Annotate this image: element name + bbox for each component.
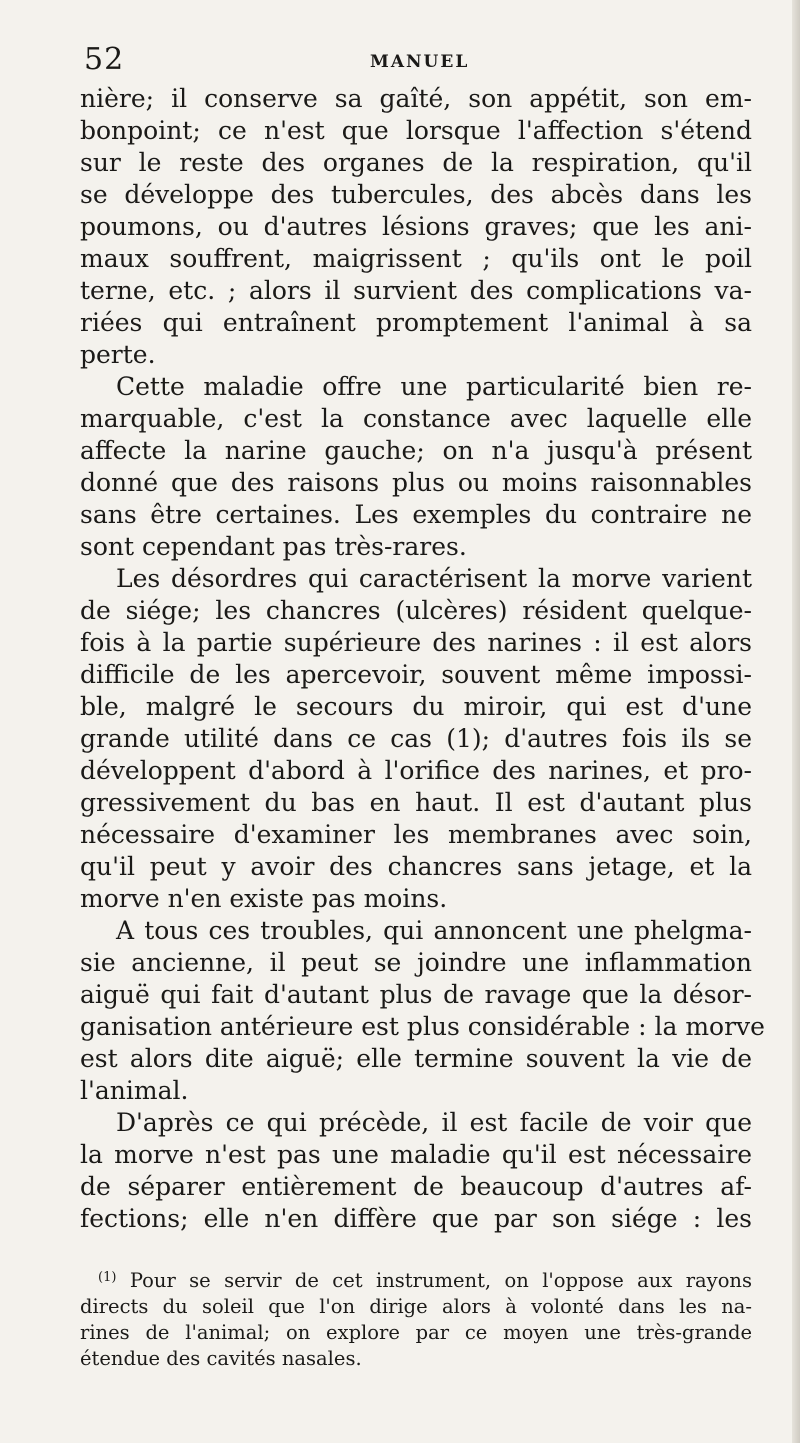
text-line: Cette maladie offre une particularité bien re-: [116, 372, 752, 401]
footnote-line: étendue des cavités nasales.: [80, 1347, 362, 1370]
text-line: donné que des raisons plus ou moins raisonnables: [80, 468, 752, 497]
text-line: ganisation antérieure est plus considérable : la morve: [80, 1012, 765, 1041]
text-line: gressivement du bas en haut. Il est d'autant plus: [80, 788, 752, 817]
text-line: bonpoint; ce n'est que lorsque l'affection s'étend: [80, 116, 752, 145]
text-line: grande utilité dans ce cas (1); d'autres fois ils se: [80, 724, 752, 753]
text-line: poumons, ou d'autres lésions graves; que les ani-: [80, 212, 752, 241]
running-head: MANUEL: [370, 52, 470, 72]
page-header: [80, 42, 752, 78]
footnote-marker: (1): [98, 1270, 117, 1285]
footnote-line: rines de l'animal; on explore par ce moyen une très-grande: [80, 1321, 752, 1344]
text-line: Les désordres qui caractérisent la morve varient: [116, 564, 752, 593]
text-line: aiguë qui fait d'autant plus de ravage que la désor-: [80, 980, 752, 1009]
text-line: perte.: [80, 340, 156, 369]
body-text: [80, 83, 765, 1235]
text-line: nécessaire d'examiner les membranes avec soin,: [80, 820, 752, 849]
text-line: terne, etc. ; alors il survient des complications va-: [80, 276, 752, 305]
footnote: [80, 1265, 752, 1372]
footnote-line: [80, 1265, 752, 1294]
text-line: ble, malgré le secours du miroir, qui est d'une: [80, 692, 752, 721]
page-number: 52: [84, 42, 125, 77]
text-line: affecte la narine gauche; on n'a jusqu'à présent: [80, 436, 752, 465]
text-line: morve n'en existe pas moins.: [80, 884, 448, 913]
text-line: maux souffrent, maigrissent ; qu'ils ont le poil: [80, 244, 752, 273]
text-line: se développe des tubercules, des abcès dans les: [80, 180, 752, 209]
text-line: développent d'abord à l'orifice des narines, et pro-: [80, 756, 752, 785]
text-line: de séparer entièrement de beaucoup d'autres af-: [80, 1172, 752, 1201]
text-line: marquable, c'est la constance avec laquelle elle: [80, 404, 752, 433]
text-line: D'après ce qui précède, il est facile de voir que: [116, 1108, 752, 1137]
text-line: nière; il conserve sa gaîté, son appétit, son em-: [80, 84, 752, 113]
text-line: difficile de les apercevoir, souvent même impossi-: [80, 660, 752, 689]
text-line: riées qui entraînent promptement l'animal à sa: [80, 308, 752, 337]
text-line: est alors dite aiguë; elle termine souvent la vie de: [80, 1044, 752, 1073]
footnote-text: Pour se servir de cet instrument, on l'oppose aux rayons: [129, 1269, 753, 1292]
text-line: sur le reste des organes de la respiration, qu'il: [80, 148, 752, 177]
text-line: la morve n'est pas une maladie qu'il est nécessaire: [80, 1140, 752, 1169]
text-line: qu'il peut y avoir des chancres sans jetage, et la: [80, 852, 752, 881]
text-line: sont cependant pas très-rares.: [80, 532, 467, 561]
text-line: sie ancienne, il peut se joindre une inflammation: [80, 948, 752, 977]
text-line: fections; elle n'en diffère que par son siége : les: [80, 1204, 752, 1233]
text-line: A tous ces troubles, qui annoncent une phelgma-: [116, 916, 752, 945]
footnote-line: directs du soleil que l'on dirige alors à volonté dans les na-: [80, 1295, 752, 1318]
text-line: fois à la partie supérieure des narines : il est alors: [80, 628, 752, 657]
text-line: sans être certaines. Les exemples du contraire ne: [80, 500, 752, 529]
text-line: de siége; les chancres (ulcères) résident quelque-: [80, 596, 752, 625]
page-edge-shadow: [792, 0, 800, 1443]
text-line: l'animal.: [80, 1076, 189, 1105]
